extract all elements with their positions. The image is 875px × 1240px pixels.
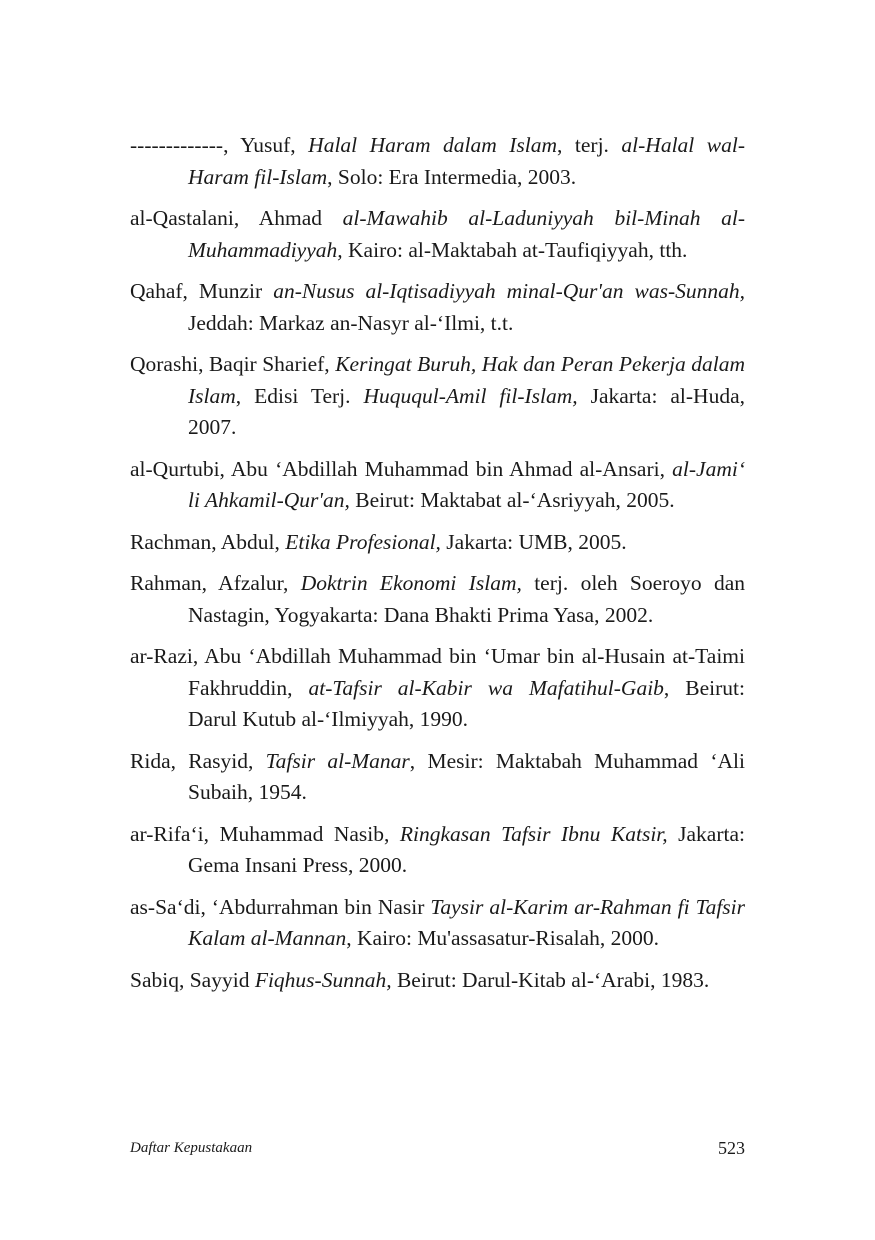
entry-publication: terj. oleh Soeroyo dan Nastagin, Yogyakarta: Dana Bhakti Prima Yasa, 2002. — [188, 571, 745, 627]
entry-publication: Beirut: Darul-Kitab al-‘Arabi, 1983. — [391, 967, 710, 992]
entry-publication: , Solo: Era Intermedia, 2003. — [327, 164, 577, 189]
entry-publication: Beirut: Maktabat al-‘Asriyyah, 2005. — [349, 488, 675, 512]
entry-author: ar-Rifa‘i, Muhammad Nasib, — [130, 821, 400, 846]
bibliography-entry — [130, 965, 745, 997]
entry-title: Ringkasan Tafsir Ibnu Katsir, — [399, 821, 668, 846]
entry-author: ar-Razi, Abu ‘Abdillah Muhammad bin ‘Umar bin al-Husain at-Taimi Fakhruddin, — [130, 644, 745, 700]
entry-author: Qahaf, Munzir — [130, 279, 274, 303]
bibliography-entry — [130, 819, 745, 882]
bibliography-entry — [130, 454, 745, 517]
entry-original-title: Huququl-Amil fil-Islam, — [363, 383, 578, 408]
entry-translation-note: , Edisi Terj. — [235, 383, 364, 408]
entry-title: an-Nusus al-Iqtisadiyyah minal-Qur'an was-Sunnah, — [273, 279, 745, 303]
bibliography-entry — [130, 892, 745, 955]
entry-title: Etika Profesional, — [285, 529, 441, 554]
bibliography-entry — [130, 130, 745, 193]
entry-publication: , Beirut: Darul Kutub al-‘Ilmiyyah, 1990. — [188, 675, 746, 731]
bibliography-entry — [130, 203, 745, 266]
entry-publication: , Mesir: Maktabah Muhammad ‘Ali Subaih, 1954. — [188, 748, 745, 804]
entry-translation-note: , terj. — [557, 133, 622, 157]
entry-title: at-Tafsir al-Kabir wa Mafatihul-Gaib — [308, 675, 664, 700]
entry-title: Halal Haram dalam Islam — [308, 133, 558, 157]
entry-publication: , Kairo: Mu'assasatur-Risalah, 2000. — [346, 926, 660, 950]
bibliography-entry — [130, 276, 745, 339]
bibliography-list — [130, 130, 745, 1006]
page-footer — [130, 1138, 745, 1162]
bibliography-entry — [130, 527, 745, 559]
entry-author: -------------, Yusuf, — [130, 133, 309, 157]
entry-title: Tafsir al-Manar — [265, 748, 410, 773]
entry-title: al-Mawahib al-Laduniyyah bil-Minah al-Muhammadiyyah, — [188, 206, 745, 262]
entry-title: al-Jami‘ li Ahkamil-Qur'an, — [188, 456, 745, 512]
entry-title: Keringat Buruh, Hak dan Peran Pekerja dalam Islam — [188, 352, 745, 408]
entry-publication: Jeddah: Markaz an-Nasyr al-‘Ilmi, t.t. — [188, 310, 514, 335]
entry-publication: Jakarta: Gema Insani Press, 2000. — [188, 821, 745, 877]
entry-title: Doktrin Ekonomi Islam, — [300, 571, 522, 595]
entry-publication: Jakarta: al-Huda, 2007. — [188, 383, 745, 439]
bibliography-entry — [130, 349, 745, 444]
entry-publication: Jakarta: UMB, 2005. — [440, 529, 627, 554]
entry-author: al-Qurtubi, Abu ‘Abdillah Muhammad bin Ahmad al-Ansari, — [130, 456, 673, 481]
entry-author: Rida, Rasyid, — [130, 748, 266, 773]
bibliography-entry — [130, 641, 745, 736]
entry-title: Fiqhus-Sunnah, — [254, 967, 392, 992]
entry-author: Rachman, Abdul, — [130, 529, 286, 554]
entry-author: as-Sa‘di, ‘Abdurrahman bin Nasir — [130, 894, 431, 919]
entry-author: al-Qastalani, Ahmad — [130, 206, 343, 230]
entry-author: Qorashi, Baqir Sharief, — [130, 352, 336, 376]
entry-publication: Kairo: al-Maktabah at-Taufiqiyyah, tth. — [342, 237, 688, 262]
entry-original-title: al-Halal wal-Haram fil-Islam — [188, 133, 745, 189]
entry-author: Rahman, Afzalur, — [130, 571, 301, 595]
bibliography-entry — [130, 746, 745, 809]
running-head: Daftar Kepustakaan — [130, 1140, 253, 1156]
entry-author: Sabiq, Sayyid — [130, 967, 255, 992]
entry-title: Taysir al-Karim ar-Rahman fi Tafsir Kalam al-Mannan — [188, 894, 745, 950]
bibliography-entry — [130, 568, 745, 631]
page-number: 523 — [718, 1138, 745, 1158]
